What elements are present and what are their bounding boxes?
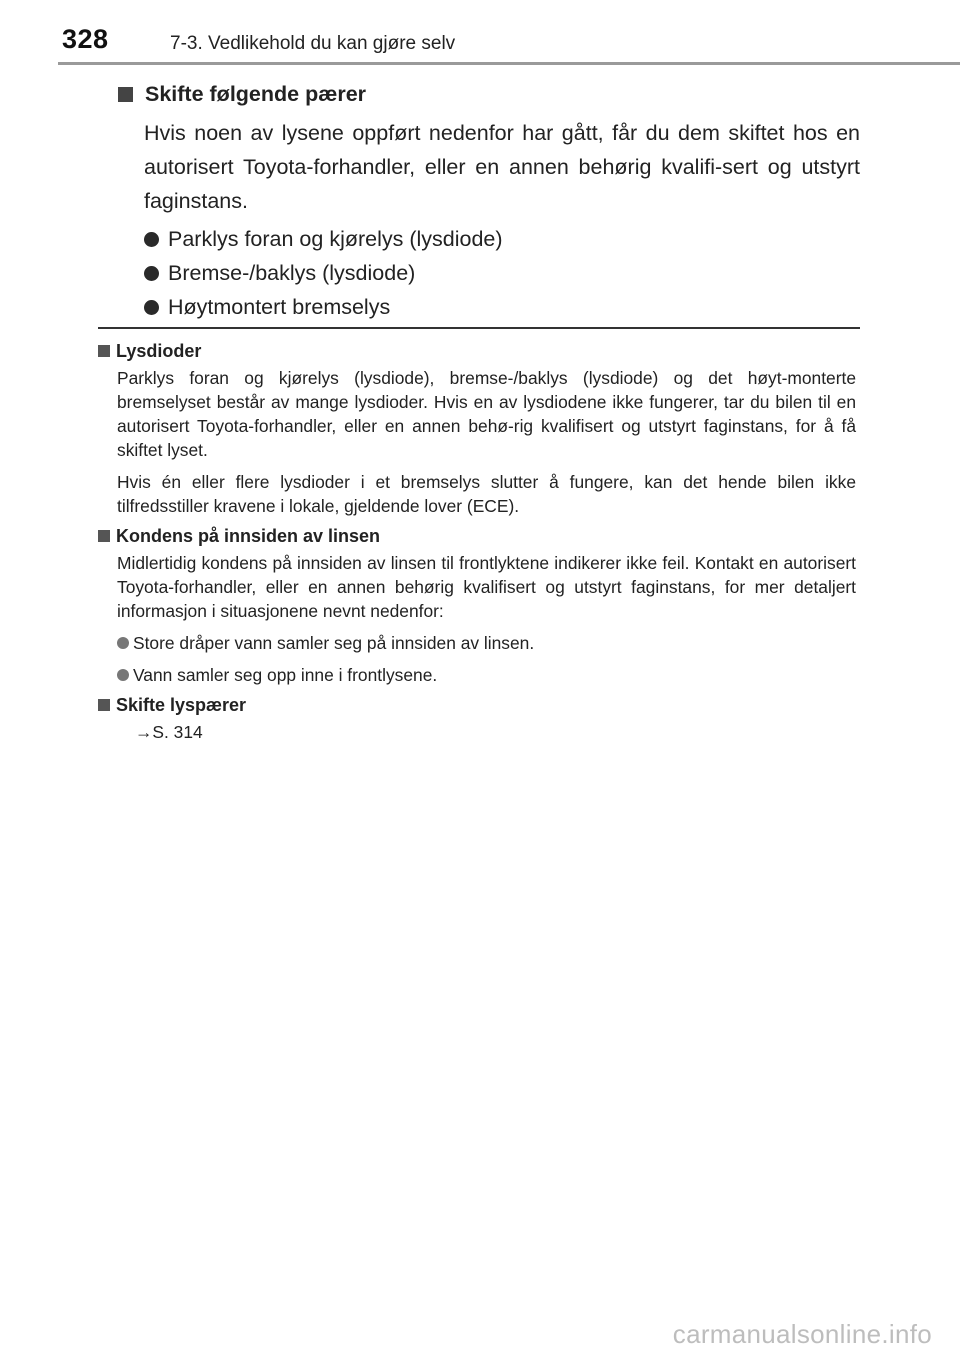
section-title: 7-3. Vedlikehold du kan gjøre selv	[170, 33, 456, 54]
watermark: carmanualsonline.info	[672, 1319, 932, 1349]
square-bullet-icon	[98, 530, 110, 542]
note-paragraph: Midlertidig kondens på innsiden av linsen til frontlyktene indikerer ikke feil. Kontakt en autorisert Toyota-forhandler, eller en annen behørig kvalifisert og utstyrt faginstans, for mer detaljert informasjon i situasjonene nevnt nedenfor:	[117, 553, 856, 621]
note-heading	[98, 523, 856, 549]
note-bullet	[117, 631, 856, 655]
list-item-text: Bremse-/baklys (lysdiode)	[168, 260, 416, 285]
note-paragraph: Hvis én eller flere lysdioder i et bremselys slutter å fungere, kan det hende bilen ikke tilfredsstiller kravene i lokale, gjeldende lover (ECE).	[117, 472, 856, 516]
bullet-dot-icon	[144, 232, 159, 247]
note-heading-text: Kondens på innsiden av linsen	[116, 525, 381, 546]
note-lysdioder	[98, 338, 856, 518]
bullet-dot-icon	[144, 266, 159, 281]
note-bullet-text: Store dråper vann samler seg på innsiden av linsen.	[133, 632, 535, 653]
main-section	[98, 78, 860, 324]
main-paragraph: Hvis noen av lysene oppført nedenfor har gått, får du dem skiftet hos en autorisert Toyota-forhandler, eller en annen behørig kvalifi-sert og utstyrt faginstans.	[144, 121, 860, 213]
bullet-dot-icon	[117, 669, 129, 681]
header-rule	[58, 62, 960, 65]
section-divider	[98, 327, 860, 329]
main-bullet-list	[144, 222, 860, 324]
list-item	[144, 222, 860, 256]
list-item	[144, 290, 860, 324]
bullet-dot-icon	[117, 637, 129, 649]
list-item-text: Høytmontert bremselys	[168, 294, 391, 319]
note-lyspaerer	[98, 692, 856, 744]
square-bullet-icon	[118, 87, 133, 102]
page-number: 328	[62, 24, 109, 54]
note-bullet	[117, 663, 856, 687]
main-heading-text: Skifte følgende pærer	[145, 81, 367, 106]
note-heading-text: Lysdioder	[116, 340, 202, 361]
square-bullet-icon	[98, 699, 110, 711]
bullet-dot-icon	[144, 300, 159, 315]
note-heading-text: Skifte lyspærer	[116, 694, 247, 715]
note-bullet-text: Vann samler seg opp inne i frontlysene.	[133, 664, 438, 685]
notes-section	[98, 338, 856, 749]
square-bullet-icon	[98, 345, 110, 357]
list-item-text: Parklys foran og kjørelys (lysdiode)	[168, 226, 503, 251]
page-reference-link[interactable]: →S. 314	[135, 722, 203, 742]
note-kondens	[98, 523, 856, 687]
note-heading	[98, 338, 856, 364]
note-heading	[98, 692, 856, 718]
note-paragraph: Parklys foran og kjørelys (lysdiode), bremse-/baklys (lysdiode) og det høyt-monterte bremselyset består av mange lysdioder. Hvis en av lysdiodene ikke fungerer, tar du bilen til en autorisert Toyota-forhandler, eller en annen behø-rig kvalifisert og utstyrt faginstans, for å få skiftet lyset.	[117, 368, 856, 460]
list-item	[144, 256, 860, 290]
main-heading	[98, 78, 860, 110]
